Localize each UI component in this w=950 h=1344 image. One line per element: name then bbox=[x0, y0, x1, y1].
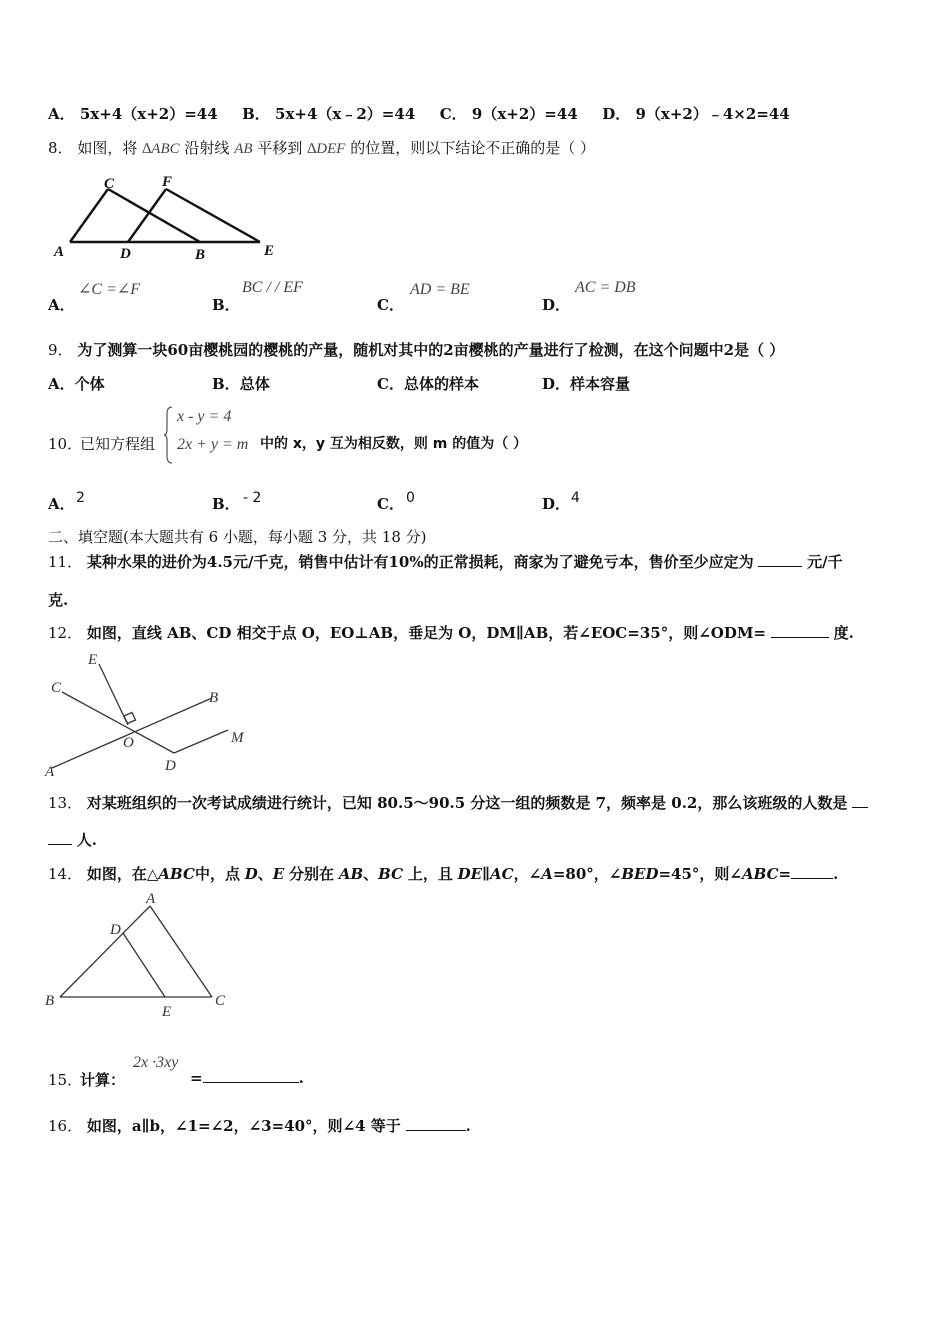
q9-option-c-text: 总体的样本 bbox=[403, 375, 479, 393]
q8-math-1: ∆ABC bbox=[142, 141, 180, 157]
q10-option-d-label: D． bbox=[542, 495, 571, 513]
q14-text-4: 分别在 bbox=[289, 865, 335, 883]
q9-option-c[interactable] bbox=[377, 373, 479, 394]
q8-option-b[interactable] bbox=[212, 294, 240, 315]
q16-text-end: . bbox=[465, 1117, 471, 1135]
q14-label-d: D bbox=[110, 922, 121, 938]
q14-number: 14． bbox=[48, 865, 83, 883]
q12-label-c: C bbox=[51, 680, 62, 696]
q10-equation-1: x - y = 4 bbox=[177, 408, 232, 425]
q14-text-7: ，∠ bbox=[513, 865, 542, 883]
q14-ab: AB bbox=[338, 865, 364, 883]
q8-number: 8． bbox=[48, 139, 73, 157]
q7-option-b-text: 5x+4（x﹣2）=44 bbox=[275, 105, 416, 123]
q7-option-a-text: 5x+4（x+2）=44 bbox=[79, 105, 218, 123]
q8-option-d[interactable] bbox=[542, 294, 570, 315]
q10-option-a-text: 2 bbox=[76, 490, 85, 506]
q10-equation-2: 2x + y = m bbox=[177, 436, 249, 453]
q12-blank[interactable] bbox=[771, 637, 829, 638]
q9-option-d-label: D． bbox=[542, 375, 571, 393]
q9-option-a-label: A． bbox=[48, 375, 75, 393]
q12-label-m: M bbox=[231, 730, 244, 746]
q8-text-1: 如图，将 bbox=[77, 139, 138, 157]
q14-text-6: 上，且 bbox=[407, 865, 453, 883]
q13-blank-part-1[interactable] bbox=[852, 807, 868, 808]
q13-stem bbox=[48, 792, 868, 813]
section-2-title: 二、填空题(本大题共有 6 小题，每小题 3 分，共 18 分) bbox=[48, 528, 427, 546]
q9-option-d[interactable] bbox=[542, 373, 630, 394]
q9-text: 为了测算一块60亩樱桃园的樱桃的产量，随机对其中的2亩樱桃的产量进行了检测，在这个问题中2是（ ） bbox=[77, 341, 785, 359]
q8-option-a-label: A． bbox=[48, 296, 75, 314]
q12-label-b: B bbox=[209, 690, 219, 706]
q14-label-b: B bbox=[45, 993, 55, 1009]
q15-text-2: = bbox=[190, 1069, 203, 1087]
q14-label-e: E bbox=[162, 1004, 172, 1020]
q10-option-c[interactable] bbox=[377, 493, 404, 514]
q8-text-3: 平移到 bbox=[257, 139, 303, 157]
q14-abc: ABC bbox=[158, 865, 195, 883]
q15-blank[interactable] bbox=[203, 1082, 299, 1083]
q8-label-a: A bbox=[54, 244, 65, 260]
q10-option-a-label: A． bbox=[48, 495, 75, 513]
q14-text-1: 如图，在△ bbox=[86, 865, 159, 883]
q8-option-c-math: AD = BE bbox=[410, 281, 470, 298]
q8-option-a[interactable] bbox=[48, 294, 75, 315]
q13-number: 13． bbox=[48, 794, 83, 812]
q12-label-o: O bbox=[123, 735, 134, 751]
q7-option-c-label: C． bbox=[439, 105, 467, 123]
q12-figure bbox=[44, 650, 259, 780]
q9-option-b-label: B． bbox=[212, 375, 240, 393]
q7-option-d-label: D． bbox=[602, 105, 631, 123]
q10-option-a[interactable] bbox=[48, 493, 75, 514]
q9-option-c-label: C． bbox=[377, 375, 404, 393]
q15-math: 2x ·3xy bbox=[133, 1054, 179, 1071]
q8-math-3: ∆DEF bbox=[307, 141, 346, 157]
q8-math-2: AB bbox=[234, 141, 253, 157]
q11-text-3: 克. bbox=[48, 591, 69, 609]
q14-figure bbox=[44, 888, 239, 1023]
q11-stem bbox=[48, 551, 843, 572]
q14-label-a: A bbox=[146, 891, 156, 907]
q10-option-c-text: 0 bbox=[406, 490, 415, 506]
q10-option-b-text: - 2 bbox=[243, 490, 262, 506]
q14-stem bbox=[48, 863, 838, 884]
q9-option-a-text: 个体 bbox=[74, 375, 105, 393]
q14-text-8: =80°，∠ bbox=[552, 865, 622, 883]
q9-option-b-text: 总体 bbox=[239, 375, 270, 393]
q8-option-d-math: AC = DB bbox=[575, 279, 636, 296]
q10-option-d[interactable] bbox=[542, 493, 570, 514]
q7-option-c-text: 9（x+2）=44 bbox=[471, 105, 578, 123]
q8-option-b-math: BC / / EF bbox=[242, 279, 303, 296]
q13-text-2: 人. bbox=[76, 831, 98, 849]
q14-d: D bbox=[244, 865, 258, 883]
q7-option-b-label: B． bbox=[242, 105, 270, 123]
q14-text-10: = bbox=[778, 865, 792, 883]
q14-e: E bbox=[272, 865, 285, 883]
q11-text-2: 元/千 bbox=[807, 553, 843, 571]
q14-text-9: =45°，则∠ bbox=[658, 865, 742, 883]
q7-option-d-text: 9（x+2）﹣4×2=44 bbox=[635, 105, 790, 123]
q15-number: 15． bbox=[48, 1071, 83, 1089]
q9-option-a[interactable] bbox=[48, 373, 105, 394]
q12-label-d: D bbox=[165, 758, 176, 774]
q11-number: 11． bbox=[48, 553, 83, 571]
q8-option-b-label: B． bbox=[212, 296, 240, 314]
q10-text-1: 已知方程组 bbox=[80, 435, 156, 453]
q12-stem bbox=[48, 622, 854, 643]
q14-text-11: . bbox=[833, 865, 839, 883]
q13-line-2 bbox=[48, 829, 97, 850]
q10-option-b[interactable] bbox=[212, 493, 240, 514]
q8-label-b: B bbox=[195, 247, 206, 263]
q11-text-1: 某种水果的进价为4.5元/千克，销售中估计有10%的正常损耗，商家为了避免亏本，售价至少应定为 bbox=[86, 553, 754, 571]
q8-stem bbox=[48, 137, 595, 158]
q16-text: 如图，a∥b，∠1=∠2，∠3=40°，则∠4 等于 bbox=[86, 1117, 401, 1135]
q14-bc: BC bbox=[378, 865, 404, 883]
q16-blank[interactable] bbox=[406, 1130, 466, 1131]
q7-option-a-label: A． bbox=[48, 105, 75, 123]
q14-a: A bbox=[541, 865, 553, 883]
q16-number: 16． bbox=[48, 1117, 83, 1135]
q14-blank[interactable] bbox=[791, 878, 833, 879]
q14-bed: BED bbox=[621, 865, 659, 883]
q8-option-a-math: ∠C =∠F bbox=[78, 281, 141, 298]
q7-options bbox=[48, 103, 790, 124]
q12-text-2: 度. bbox=[833, 624, 854, 642]
q10-number: 10． bbox=[48, 435, 83, 453]
q15-text-1: 计算： bbox=[80, 1071, 126, 1089]
q12-label-e: E bbox=[88, 652, 98, 668]
q14-abc-2: ABC bbox=[741, 865, 779, 883]
q8-option-d-label: D． bbox=[542, 296, 571, 314]
q14-text-3: 、 bbox=[257, 865, 273, 883]
q8-label-e: E bbox=[264, 243, 275, 259]
q10-option-b-label: B． bbox=[212, 495, 240, 513]
q15-text-3: . bbox=[298, 1069, 304, 1087]
q8-figure bbox=[50, 170, 290, 266]
q8-label-f: F bbox=[162, 174, 173, 190]
q9-option-b[interactable] bbox=[212, 373, 270, 394]
q10-option-c-label: C． bbox=[377, 495, 404, 513]
q12-number: 12． bbox=[48, 624, 83, 642]
q9-option-d-text: 样本容量 bbox=[570, 375, 631, 393]
q16-stem bbox=[48, 1115, 471, 1136]
q9-number: 9． bbox=[48, 341, 73, 359]
q9-stem bbox=[48, 339, 784, 360]
q10-text-2: 中的 x，y 互为相反数，则 m 的值为（ ） bbox=[260, 436, 528, 452]
q14-text-2: 中，点 bbox=[194, 865, 240, 883]
q12-label-a: A bbox=[45, 764, 55, 780]
q15-answer bbox=[190, 1069, 304, 1087]
q8-label-c: C bbox=[104, 176, 115, 192]
q13-blank-part-2[interactable] bbox=[48, 844, 72, 845]
q14-text-5: 、 bbox=[363, 865, 379, 883]
q14-deac: DE∥AC bbox=[457, 865, 514, 883]
q11-blank[interactable] bbox=[758, 566, 802, 567]
q8-text-2: 沿射线 bbox=[184, 139, 230, 157]
q8-option-c-label: C． bbox=[377, 296, 404, 314]
q8-text-4: 的位置，则以下结论不正确的是（ ） bbox=[350, 139, 596, 157]
q8-label-d: D bbox=[120, 246, 131, 262]
q14-label-c: C bbox=[215, 993, 226, 1009]
q12-text-1: 如图，直线 AB、CD 相交于点 O，EO⊥AB，垂足为 O，DM∥AB，若∠EOC=35°，则∠ODM= bbox=[86, 624, 767, 642]
q13-text-1: 对某班组织的一次考试成绩进行统计，已知 80.5～90.5 分这一组的频数是 7，频率是 0.2，那么该班级的人数是 bbox=[86, 794, 848, 812]
q8-option-c[interactable] bbox=[377, 294, 404, 315]
q10-brace bbox=[164, 406, 174, 464]
q10-option-d-text: 4 bbox=[571, 490, 580, 506]
